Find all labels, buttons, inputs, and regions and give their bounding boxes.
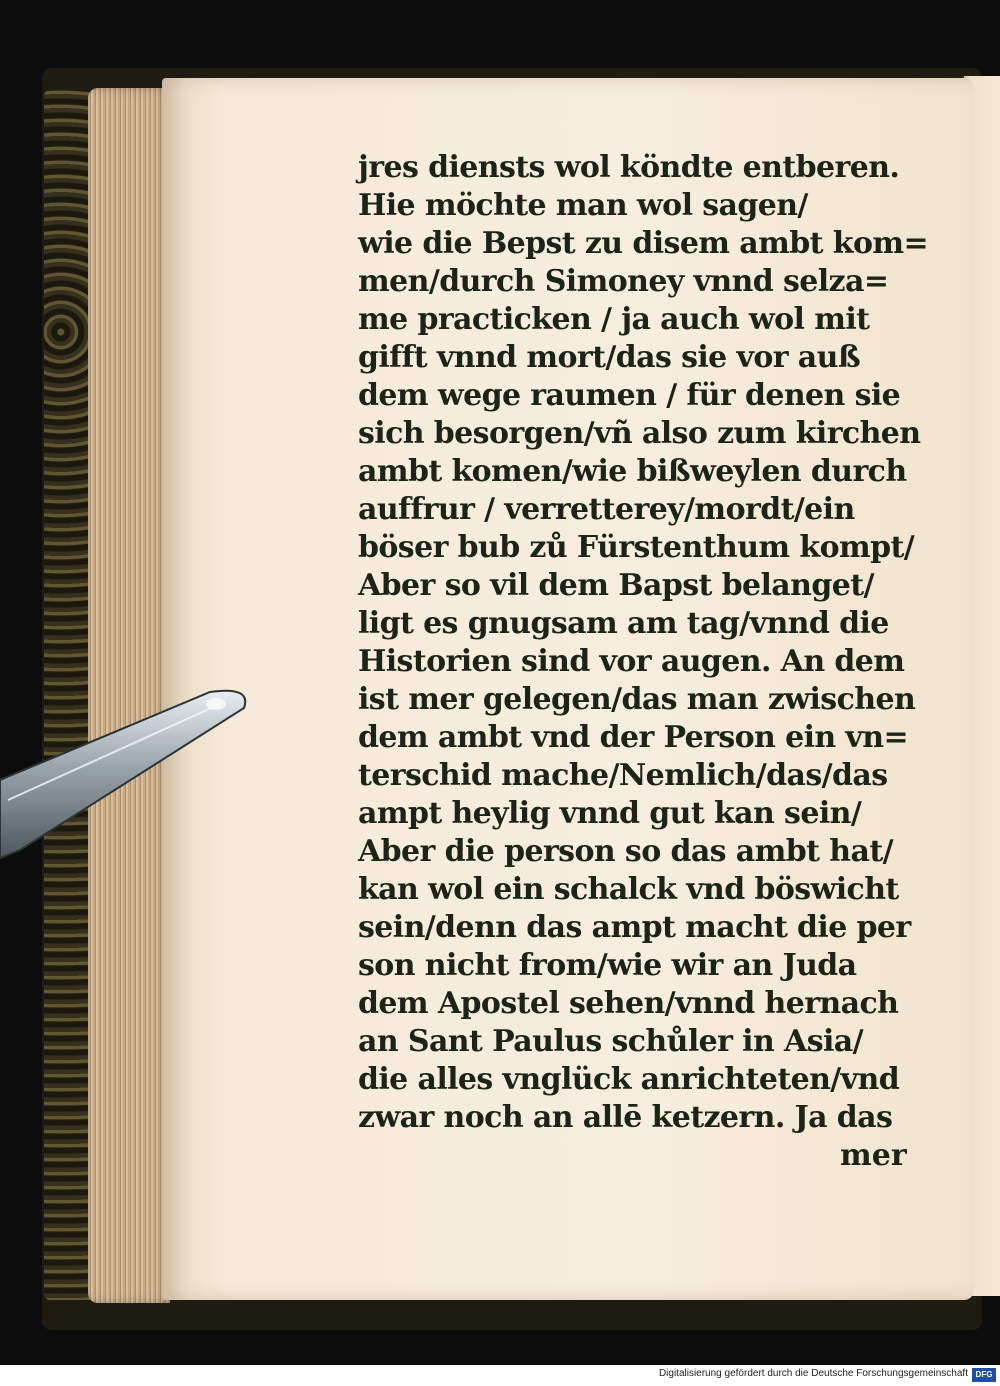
text-line: Historien sind vor augen. An dem — [358, 644, 905, 679]
text-line: dem ambt vnd der Person ein vn= — [358, 720, 909, 755]
text-line: jres diensts wol köndte entberen. — [358, 150, 900, 185]
footer-credit: Digitalisierung gefördert durch die Deutsche Forschungsgemeinschaft — [658, 1368, 968, 1379]
text-line: an Sant Paulus schůler in Asia/ — [358, 1024, 863, 1059]
text-line: wie die Bepst zu disem ambt kom= — [358, 226, 929, 261]
text-line: me practicken / ja auch wol mit — [358, 302, 870, 337]
text-line: sein/denn das ampt macht die per — [358, 910, 911, 945]
catchword: mer — [840, 1138, 907, 1173]
text-line: auffrur / verretterey/mordt/ein — [358, 492, 855, 527]
text-line: ist mer gelegen/das man zwischen — [358, 682, 916, 717]
text-line: dem wege raumen / für denen sie — [358, 378, 901, 413]
text-line: ligt es gnugsam am tag/vnnd die — [358, 606, 889, 641]
text-line: gifft vnnd mort/das sie vor auß — [358, 340, 861, 375]
text-line: ampt heylig vnnd gut kan sein/ — [358, 796, 862, 831]
dfg-logo: DFG — [972, 1368, 996, 1382]
text-line: terschid mache/Nemlich/das/das — [358, 758, 888, 793]
text-block — [358, 150, 929, 1180]
text-line: die alles vnglück anrichteten/vnd — [358, 1062, 900, 1097]
text-line: Aber so vil dem Bapst belanget/ — [358, 568, 874, 603]
text-line: Hie möchte man wol sagen/ — [358, 188, 808, 223]
text-line: Aber die person so das ambt hat/ — [358, 834, 893, 869]
text-line: son nicht from/wie wir an Juda — [358, 948, 857, 983]
text-line: dem Apostel sehen/vnnd hernach — [358, 986, 899, 1021]
text-line: ambt komen/wie bißweylen durch — [358, 454, 907, 489]
text-line: sich besorgen/vñ also zum kirchen — [358, 416, 921, 451]
footer-bar — [0, 1365, 1000, 1386]
text-line: men/durch Simoney vnnd selza= — [358, 264, 889, 299]
text-line: kan wol ein schalck vnd böswicht — [358, 872, 899, 907]
text-line: zwar noch an allē ketzern. Ja das — [358, 1100, 893, 1135]
text-line: böser bub zů Fürstenthum kompt/ — [358, 530, 915, 565]
page-holder-blade-icon — [0, 680, 260, 880]
